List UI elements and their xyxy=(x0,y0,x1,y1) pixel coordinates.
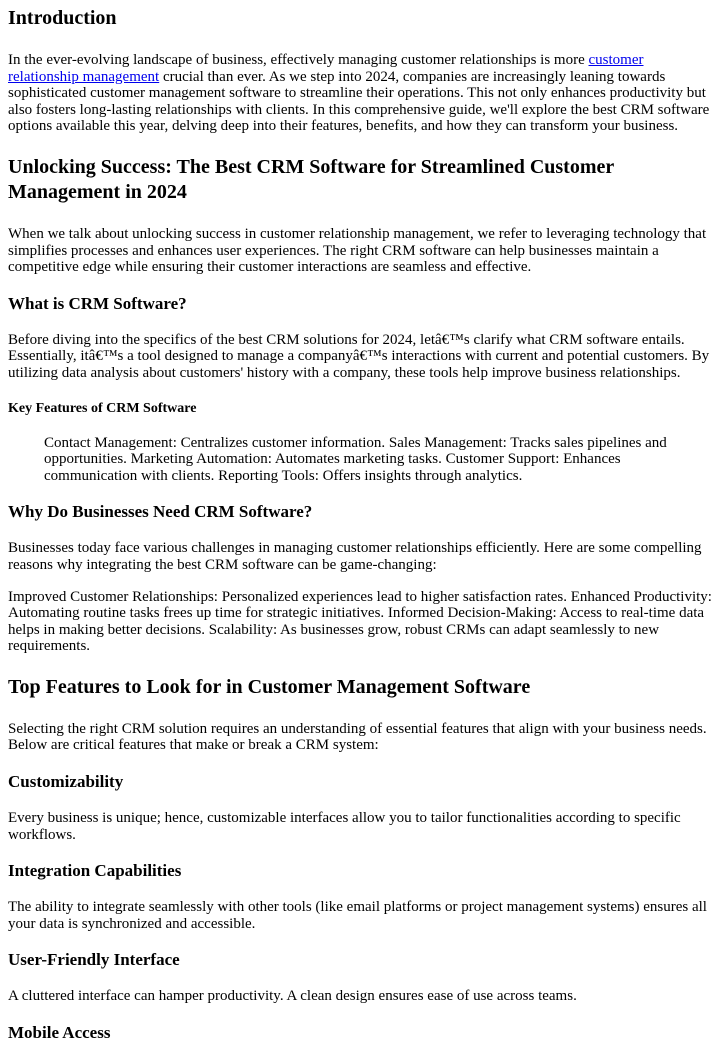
user-friendly-heading: User-Friendly Interface xyxy=(8,950,180,970)
unlocking-heading: Unlocking Success: The Best CRM Software for Streamlined Customer Management in 2024 xyxy=(8,155,614,203)
why-need-heading: Why Do Businesses Need CRM Software? xyxy=(8,502,313,522)
user-friendly-paragraph: A cluttered interface can hamper productivity. A clean design ensures ease of use across teams. xyxy=(8,988,577,1005)
why-need-reasons: Improved Customer Relationships: Personalized experiences lead to higher satisfaction rates. Enhanced Productivity: Automating routine tasks frees up time for strategic initiatives. Informed Decision-Making: Access to real-time data helps in making better decisions. Scalability: As businesses grow, robust CRMs can adapt seamlessly to new requirements. xyxy=(8,588,712,655)
intro-paragraph xyxy=(8,52,716,135)
integration-paragraph: The ability to integrate seamlessly with other tools (like email platforms or project management systems) ensures all your data is synchronized and accessible. xyxy=(8,899,707,932)
key-features-list: Contact Management: Centralizes customer information. Sales Management: Tracks sales pipelines and opportunities. Marketing Automation: Automates marketing tasks. Customer Support: Enhances communication with clients. Reporting Tools: Offers insights through analytics. xyxy=(44,434,667,484)
intro-text-after-link: crucial than ever. As we step into 2024, companies are increasingly leaning towards sophisticated customer management software to streamline their operations. This not only enhances productivity but also fosters long-lasting relationships with clients. In this comprehensive guide, we'll explore the best CRM software options available this year, delving deep into their features, benefits, and how they can transform your business. xyxy=(8,68,710,135)
top-features-paragraph: Selecting the right CRM solution requires an understanding of essential features that align with your business needs. Below are critical features that make or break a CRM system: xyxy=(8,720,707,754)
crm-link[interactable]: customer relationship management xyxy=(8,52,644,85)
what-is-heading: What is CRM Software? xyxy=(8,293,187,313)
customizability-paragraph: Every business is unique; hence, customizable interfaces allow you to tailor functionalities according to specific workflows. xyxy=(8,810,681,843)
key-features-heading: Key Features of CRM Software xyxy=(8,400,197,416)
unlocking-paragraph: When we talk about unlocking success in customer relationship management, we refer to leveraging technology that simplifies processes and enhances user experiences. The right CRM software can help businesses maintain a competitive edge while ensuring their customer interactions are seamless and effective. xyxy=(8,225,707,276)
mobile-access-heading: Mobile Access xyxy=(8,1023,111,1043)
top-features-heading: Top Features to Look for in Customer Management Software xyxy=(8,675,531,698)
customizability-heading: Customizability xyxy=(8,772,124,792)
intro-text-before-link: In the ever-evolving landscape of business, effectively managing customer relationships is more xyxy=(8,52,589,68)
why-need-paragraph: Businesses today face various challenges in managing customer relationships efficiently. Here are some compelling reasons why integrating the best CRM software can be game-changing: xyxy=(8,540,702,573)
intro-heading: Introduction xyxy=(8,7,117,29)
article xyxy=(0,7,716,1043)
integration-heading: Integration Capabilities xyxy=(8,861,182,881)
what-is-paragraph: Before diving into the specifics of the best CRM solutions for 2024, letâ€™s clarify what CRM software entails. Essentially, itâ€™s a tool designed to manage a companyâ€™s interactions with current and potential customers. By utilizing data analysis about customers' history with a company, these tools help improve business relationships. xyxy=(8,331,710,381)
